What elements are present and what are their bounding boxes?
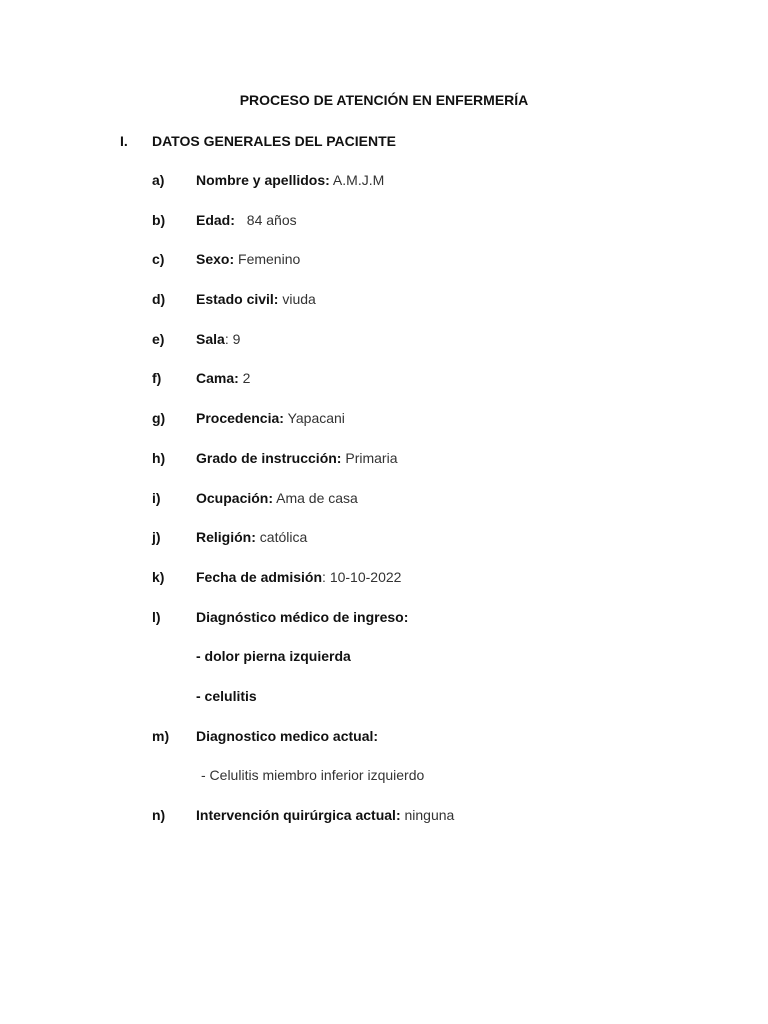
field-label: Grado de instrucción: (196, 449, 342, 466)
field-intervencion-quirurgica (152, 806, 712, 846)
field-label: Intervención quirúrgica actual: (196, 807, 401, 823)
field-value: Femenino (234, 251, 301, 268)
diagnosis-text: - Celulitis miembro inferior izquierdo (201, 767, 425, 784)
field-value: Ama de casa (273, 489, 358, 506)
field-ocupacion (152, 489, 712, 529)
field-letter: e) (152, 330, 165, 347)
field-letter: a) (152, 172, 165, 188)
field-religion (152, 528, 712, 568)
field-value: católica (255, 529, 308, 546)
field-letter: n) (152, 807, 166, 823)
field-value: ninguna (400, 807, 455, 823)
field-sexo (152, 250, 712, 290)
field-value: Yapacani (283, 410, 345, 427)
field-grado-instruccion (152, 449, 712, 489)
section-title: DATOS GENERALES DEL PACIENTE (152, 133, 396, 149)
field-letter: c) (152, 251, 165, 268)
field-value: Primaria (341, 449, 398, 466)
field-letter: h) (152, 449, 166, 466)
field-sala (152, 330, 712, 370)
patient-data-list (152, 171, 712, 846)
field-letter: j) (152, 529, 161, 546)
field-label: Nombre y apellidos: (196, 172, 330, 188)
field-label: Estado civil: (196, 291, 279, 308)
field-value: : 10-10-2022 (322, 568, 402, 585)
section-number: I. (120, 133, 128, 149)
field-letter: i) (152, 489, 161, 506)
field-letter: f) (152, 370, 162, 387)
field-procedencia (152, 409, 712, 449)
field-label: Sexo: (196, 251, 235, 268)
section-heading (120, 132, 396, 150)
diagnostico-ingreso-item (152, 647, 712, 687)
field-label: Fecha de admisión (196, 568, 323, 585)
field-label: Diagnostico medico actual: (196, 727, 379, 744)
diagnostico-actual-item (152, 766, 712, 806)
diagnosis-text: - celulitis (196, 687, 257, 704)
field-diagnostico-ingreso (152, 608, 712, 648)
field-edad (152, 211, 712, 251)
field-label: Diagnóstico médico de ingreso: (196, 608, 409, 625)
field-letter: m) (152, 727, 170, 744)
field-letter: d) (152, 291, 166, 308)
field-value: viuda (278, 291, 316, 308)
field-value: 2 (238, 370, 251, 387)
field-letter: b) (152, 211, 166, 228)
field-label: Procedencia: (196, 410, 284, 427)
field-label: Cama: (196, 370, 239, 387)
field-cama (152, 369, 712, 409)
field-letter: g) (152, 410, 166, 427)
field-value: A.M.J.M (329, 172, 385, 188)
field-diagnostico-actual (152, 727, 712, 767)
diagnosis-text: - dolor pierna izquierda (196, 648, 351, 665)
field-label: Edad: (196, 211, 235, 228)
field-estado-civil (152, 290, 712, 330)
field-nombre (152, 171, 712, 211)
field-value: : 9 (224, 330, 241, 347)
field-label: Ocupación: (196, 489, 274, 506)
field-letter: l) (152, 608, 161, 625)
page-title: PROCESO DE ATENCIÓN EN ENFERMERÍA (239, 92, 529, 108)
field-label: Religión: (196, 529, 256, 546)
field-fecha-admision (152, 568, 712, 608)
field-value: 84 años (242, 211, 297, 228)
diagnostico-ingreso-item (152, 687, 712, 727)
field-letter: k) (152, 568, 165, 585)
field-label: Sala (196, 330, 225, 347)
